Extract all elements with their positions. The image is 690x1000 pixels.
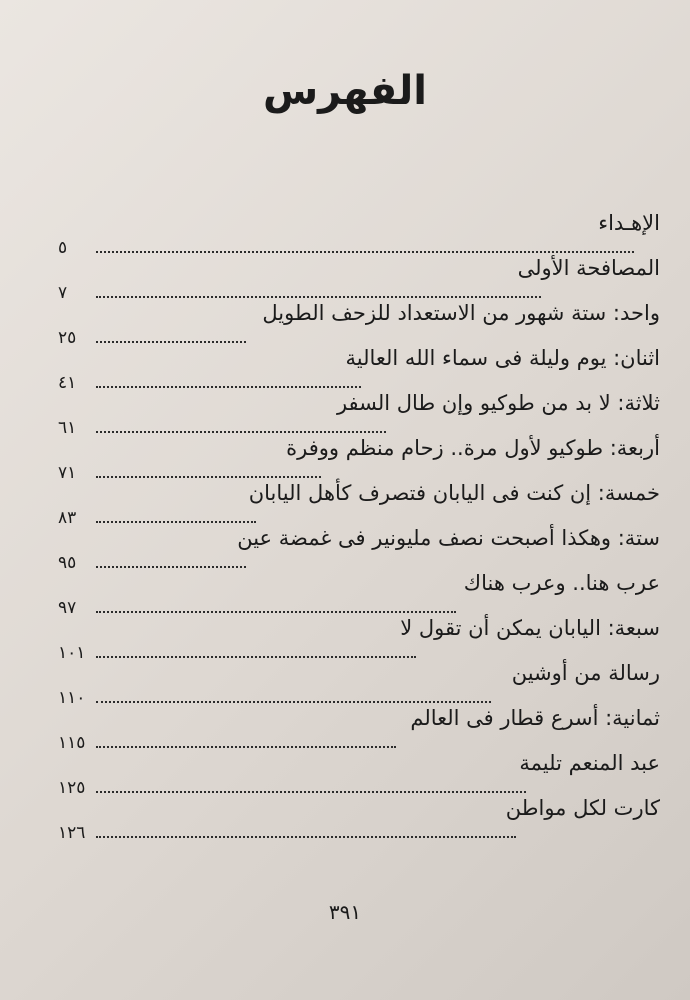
toc-entry-title: ثمانية: أسرع قطار فى العالم — [410, 706, 660, 730]
toc-entry-title: عبد المنعم تليمة — [519, 751, 660, 775]
toc-page-number: ١١٥ — [58, 733, 86, 753]
toc-page-number: ١٢٦ — [58, 823, 86, 843]
toc-entry — [58, 746, 662, 798]
toc-entry — [58, 521, 662, 573]
toc-page-number: ٤١ — [58, 373, 77, 393]
table-of-contents — [58, 206, 662, 843]
toc-entry-title: واحد: ستة شهور من الاستعداد للزحف الطويل — [262, 301, 660, 325]
toc-entry — [58, 611, 662, 663]
toc-entry — [58, 386, 662, 438]
toc-page-number: ١٢٥ — [58, 778, 86, 798]
toc-page-number: ٦١ — [58, 418, 77, 438]
toc-page-number: ١٠١ — [58, 643, 86, 663]
toc-entry — [58, 431, 662, 483]
toc-page-number: ٨٣ — [58, 508, 77, 528]
toc-entry — [58, 206, 662, 258]
toc-page-number: ٢٥ — [58, 328, 77, 348]
toc-page-number: ٥ — [58, 238, 68, 258]
toc-page-number: ٧١ — [58, 463, 77, 483]
toc-entry — [58, 476, 662, 528]
toc-entry-title: ستة: وهكذا أصبحت نصف مليونير فى غمضة عين — [237, 526, 660, 550]
toc-entry — [58, 701, 662, 753]
toc-entry — [58, 251, 662, 303]
toc-entry-title: ثلاثة: لا بد من طوكيو وإن طال السفر — [336, 391, 660, 415]
toc-entry-title: كارت لكل مواطن — [505, 796, 660, 820]
toc-page-number: ٧ — [58, 283, 68, 303]
toc-page-number: ٩٥ — [58, 553, 77, 573]
page-title: الفهرس — [262, 68, 427, 114]
toc-entry-title: المصافحة الأولى — [517, 256, 660, 280]
toc-entry — [58, 296, 662, 348]
toc-entry — [58, 566, 662, 618]
toc-entry-title: رسالة من أوشين — [511, 661, 660, 685]
toc-entry-title: الإهـداء — [598, 211, 660, 235]
toc-page-number: ٩٧ — [58, 598, 77, 618]
toc-page-number: ١١٠ — [58, 688, 86, 708]
toc-entry — [58, 791, 662, 843]
toc-entry-title: عرب هنا.. وعرب هناك — [463, 571, 660, 595]
toc-entry-title: خمسة: إن كنت فى اليابان فتصرف كأهل اليابان — [248, 481, 660, 505]
toc-entry — [58, 656, 662, 708]
toc-entry — [58, 341, 662, 393]
page-number: ٣٩١ — [328, 900, 362, 924]
toc-entry-title: سبعة: اليابان يمكن أن تقول لا — [400, 616, 660, 640]
toc-entry-title: اثنان: يوم وليلة فى سماء الله العالية — [345, 346, 660, 370]
toc-entry-title: أربعة: طوكيو لأول مرة.. زحام منظم ووفرة — [286, 436, 660, 460]
toc-entry-row — [58, 821, 662, 843]
dot-leader — [96, 836, 516, 838]
